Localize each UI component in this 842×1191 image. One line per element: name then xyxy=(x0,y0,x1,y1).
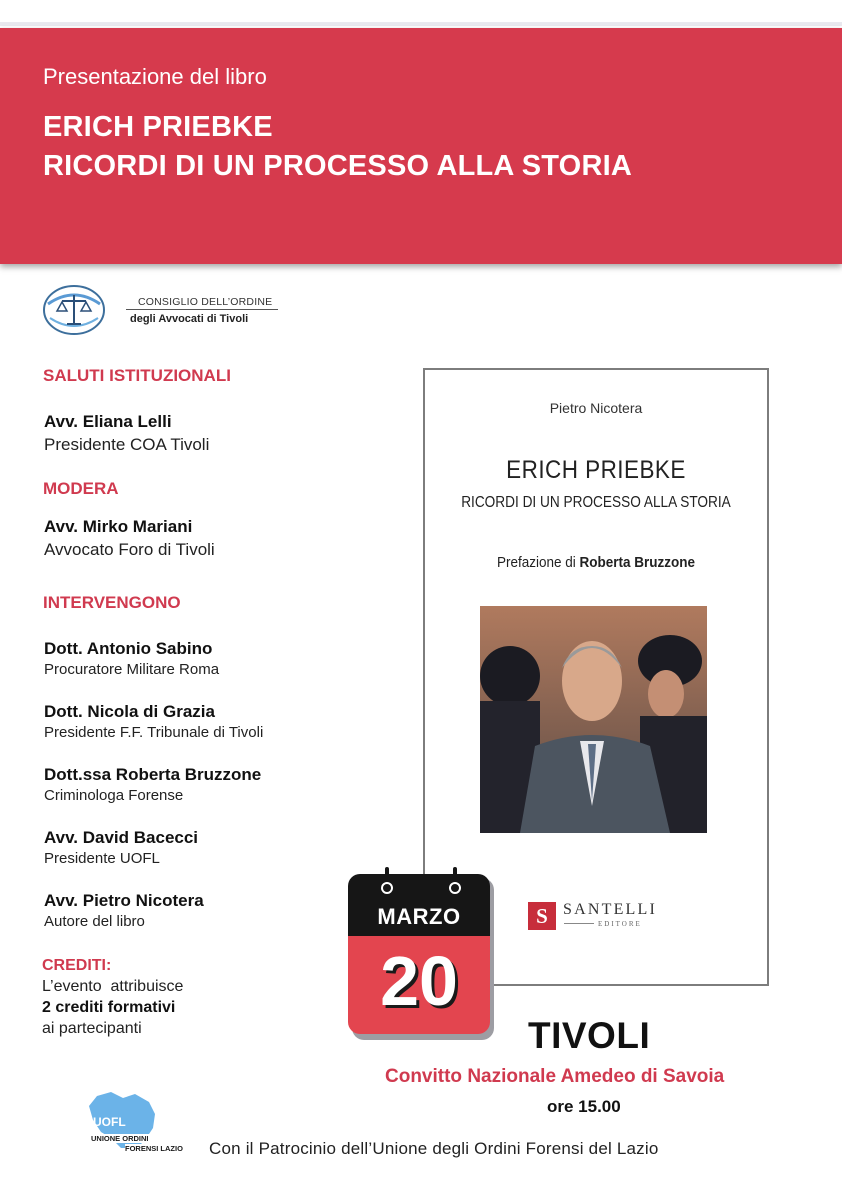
event-day: 20 xyxy=(380,942,458,1020)
preface-name: Roberta Bruzzone xyxy=(579,554,696,571)
credits-line1: L’evento attribuisce xyxy=(42,978,184,995)
section-heading-saluti: SALUTI ISTITUZIONALI xyxy=(43,366,231,385)
event-month: MARZO xyxy=(377,904,461,929)
scales-of-justice-icon xyxy=(42,284,106,336)
speaker-role: Presidente COA Tivoli xyxy=(44,435,210,454)
banner-title xyxy=(43,108,632,186)
section-heading-modera: MODERA xyxy=(43,479,119,498)
publisher-mark: S xyxy=(528,902,556,930)
speaker-name: Avv. Eliana Lelli xyxy=(44,412,172,431)
calendar-date-badge xyxy=(348,866,492,1040)
banner-title-line2: RICORDI DI UN PROCESSO ALLA STORIA xyxy=(43,150,632,182)
calendar-ring-icon xyxy=(448,866,462,896)
top-rule xyxy=(0,22,842,26)
credits-line2: 2 crediti formativi xyxy=(42,999,176,1016)
uofl-line2: FORENSI LAZIO xyxy=(125,1144,183,1153)
speaker-name: Dott. Antonio Sabino xyxy=(44,639,213,658)
publisher-name: SANTELLI xyxy=(563,901,658,918)
publisher-logo xyxy=(528,901,668,931)
event-time: ore 15.00 xyxy=(547,1097,621,1116)
speaker-role: Avvocato Foro di Tivoli xyxy=(44,540,215,559)
credits-line3: ai partecipanti xyxy=(42,1020,142,1037)
speaker-role: Autore del libro xyxy=(44,913,145,930)
speaker-name: Avv. David Bacecci xyxy=(44,828,199,847)
book-preface xyxy=(442,554,750,571)
speaker-role: Procuratore Militare Roma xyxy=(44,661,220,678)
header-banner xyxy=(0,28,842,264)
speaker-name: Dott.ssa Roberta Bruzzone xyxy=(44,765,262,784)
coa-logo-block xyxy=(42,284,292,340)
preface-label: Prefazione di xyxy=(496,554,576,571)
speaker-name: Avv. Pietro Nicotera xyxy=(44,891,204,910)
section-heading-intervengono: INTERVENGONO xyxy=(43,593,181,612)
event-venue: Convitto Nazionale Amedeo di Savoia xyxy=(385,1066,725,1087)
book-author: Pietro Nicotera xyxy=(549,400,643,416)
book-title: ERICH PRIEBKE xyxy=(506,456,686,484)
speaker-role: Presidente UOFL xyxy=(44,850,160,867)
speaker-role: Criminologa Forense xyxy=(44,787,184,804)
speaker-name: Dott. Nicola di Grazia xyxy=(44,702,215,721)
credits-heading: CREDITI: xyxy=(42,957,112,974)
patronage-line: Con il Patrocinio dell’Unione degli Ordini Forensi del Lazio xyxy=(209,1139,659,1158)
calendar-ring-icon xyxy=(380,866,394,896)
coa-divider xyxy=(126,309,278,310)
event-city: TIVOLI xyxy=(528,1015,651,1056)
speaker-role: Presidente F.F. Tribunale di Tivoli xyxy=(44,724,264,741)
cover-photo xyxy=(480,606,707,833)
publisher-rule xyxy=(564,923,594,924)
book-subtitle: RICORDI DI UN PROCESSO ALLA STORIA xyxy=(461,494,731,511)
coa-name-line1: CONSIGLIO DELL’ORDINE xyxy=(138,296,273,308)
speaker-name: Avv. Mirko Mariani xyxy=(44,517,193,536)
uofl-logo xyxy=(83,1088,195,1164)
banner-title-line1: ERICH PRIEBKE xyxy=(43,111,273,143)
uofl-mark: UOFL xyxy=(93,1115,126,1129)
coa-name-line2: degli Avvocati di Tivoli xyxy=(130,313,249,325)
banner-subtitle: Presentazione del libro xyxy=(43,64,267,89)
uofl-line1: UNIONE ORDINI xyxy=(91,1134,149,1143)
publisher-sub: EDITORE xyxy=(598,920,642,928)
